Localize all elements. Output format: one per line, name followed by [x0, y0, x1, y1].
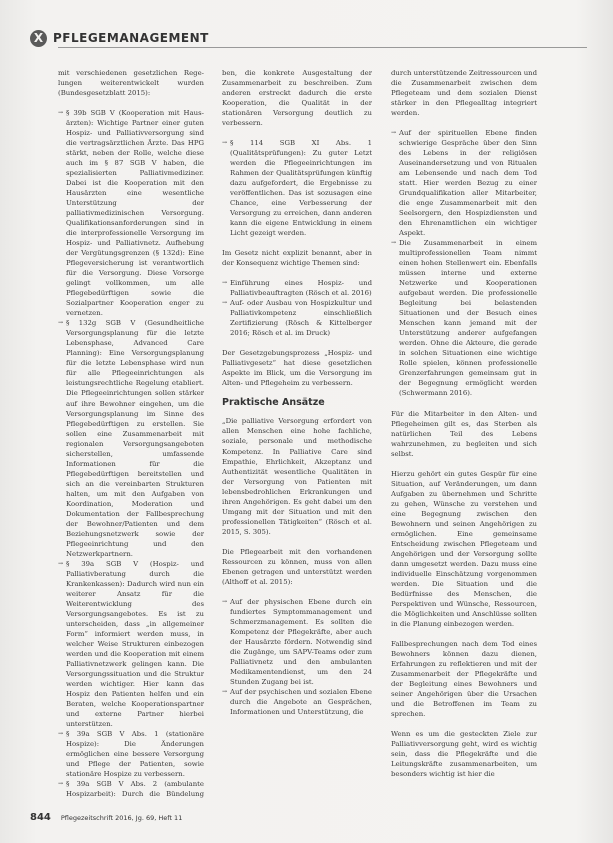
paragraph: Der Gesetzgebungsprozess „Hospiz- und Palliativgesetz“ hat diese gesetzlichen Aspekte im Blick, um die Versorgung im Alten- und Pflegeheim zu verbessern.	[222, 349, 372, 388]
paragraph: durch unterstützende Zeitressourcen und die Zusammenarbeit zwischen dem Pflegeteam und dem sozialen Dienst stärker in den Pflegealltag integriert werden.	[391, 69, 537, 118]
paragraph: mit verschiedenen gesetzlichen Regelungen weiterentwickelt wurden (Bundesgesetzblatt 2015):	[58, 69, 204, 98]
paragraph: Für die Mitarbeiter in den Alten- und Pflegeheimen gilt es, das Sterben als natürlichen Teil des Lebens wahrzunehmen, zu begleiten und sich selbst.	[391, 409, 537, 458]
header-divider	[58, 47, 587, 48]
paragraph: Im Gesetz nicht explizit benannt, aber in der Konsequenz wichtige Themen sind:	[222, 249, 372, 268]
bullet-list	[222, 138, 372, 238]
bullet-item: → § 39b SGB V (Kooperation mit Hausärzten): Wichtige Partner einer guten Hospiz- und Palliativversorgung sind die vertragsärztlichen Ärzte. Das HPG stärkt, neben der Rolle, welche diese auch im § 87 SGB V haben, die spezialisierten Palliativmediziner. Dabei ist die Kooperation mit den Hausärzten eine wesentliche Unterstützung der palliativmedizinischen Versorgung. Qualifikationsanforderungen sind in die interprofessionelle Versorgung im Hospiz- und Palliativnetz. Aufhebung der Vergütungsgrenzen (§ 132d): Eine Pflegeversicherung ist verantwortlich für die Versorgung. Diese Vorsorge gelingt vollkommen, um alle Pflegebedürftigen sowie die Sozialpartner Kooperation enger zu vernetzen.	[58, 108, 204, 318]
text-column-3	[391, 68, 537, 798]
bullet-list	[222, 597, 372, 717]
bullet-item: → Auf der physischen Ebene durch ein fundiertes Symptommanagement und Schmerzmanagement. Es sollten die Kompetenz der Pflegekräfte, aber auch der Hausärzte fördern. Notwendig sind die Zugänge, um SAPV-Teams oder zum Palliativnetz und den ambulanten Medikamentendienst, um den 24 Stunden Zugang bei ist.	[222, 597, 372, 687]
journal-citation: Pflegezeitschrift 2016, Jg. 69, Heft 11	[60, 814, 183, 822]
bullet-item: → § 39a SGB V Abs. 2 (ambulante Hospizarbeit): Durch die Bündelung	[58, 779, 204, 798]
x-icon: X	[30, 30, 47, 47]
paragraph: Die Pflegearbeit mit den vorhandenen Ressourcen zu können, muss von allen Ebenen getragen und unterstützt werden (Althoff et al. 2015):	[222, 547, 372, 586]
paragraph: Wenn es um die gesteckten Ziele zur Palliativversorgung geht, wird es wichtig sein, dass die Pflegekräfte und die Leitungskräfte zusammenarbeiten, um besonders wichtig ist hier die	[391, 729, 537, 779]
paragraph: Hierzu gehört ein gutes Gespür für eine Situation, auf Veränderungen, um dann Aufgaben zu übernehmen und Schritte zu gehen, Wünsche zu verstehen und eine Begegnung zwischen den Bewohnern und seinen Angehörigen zu ermöglichen. Eine gemeinsame Entscheidung zwischen Pflegeteam und Angehörigen und der Versorgung sollte dann umgesetzt werden. Dazu muss eine individuelle Einschätzung vorgenommen werden. Die Situation und die Bedürfnisse des Menschen, die Perspektiven und Wünsche, Ressourcen, die Möglichkeiten und Anschlüsse sollten in die Planung einbezogen werden.	[391, 469, 537, 628]
paragraph: ben, die konkrete Ausgestaltung der Zusammenarbeit zu beschreiben. Zum anderen erstreckt dadurch die erste Kooperation, die Qualität in der stationären Versorgung deutlich zu verbessern.	[222, 69, 372, 128]
page-footer	[30, 812, 182, 823]
bullet-item: → § 39a SGB V Abs. 1 (stationäre Hospize): Die Änderungen ermöglichen eine bessere Versorgung und Pflege der Patienten, sowie stationäre Hospize zu verbessern.	[58, 729, 204, 779]
section-title: PFLEGEMANAGEMENT	[53, 31, 209, 45]
bullet-list	[222, 278, 372, 338]
page-number: 844	[30, 812, 51, 823]
bullet-item: → § 132g SGB V (Gesundheitliche Versorgungsplanung für die letzte Lebensphase, Advanced Care Planning): Eine Versorgungsplanung für die letzte Lebensphase wird nun für alle Pflegeeinrichtungen als leistungsrechtliche Regelung etabliert. Die Pflegeeinrichtungen sollen stärker auf ihre Bewohner eingehen, um die Versorgungsplanung im Sinne des Pflegebedürftigen zu erstellen. Sie sollen eine Zusammenarbeit mit regionalen Versorgungsangeboten sicherstellen, umfassende Informationen für die Pflegebedürftigen bereitstellen und sich an die vereinbarten Strukturen halten, um mit den Aufgaben von Koordination, Moderation und Dokumentation der Fallbesprechung der Bewohner/Patienten und dem Beziehungsnetzwerk sowie der Pflegeeinrichtung und den Netzwerkpartnern.	[58, 318, 204, 558]
bullet-item: → § 39a SGB V (Hospiz- und Palliativberatung durch die Krankenkassen): Dadurch wird nun ein weiterer Ansatz für die Weiterentwicklung des Versorgungsangebotes. Es ist zu unterscheiden, dass „in allgemeiner Form“ informiert werden muss, in welcher Weise Strukturen einbezogen werden und die Kooperation mit einem Palliativnetzwerk gelingen kann. Die Versorgungssituation und die Struktur werden wichtiger. Hier kann das Hospiz den Patienten helfen und ein Beraten, welche Kooperationspartner und externe Partner hierbei unterstützen.	[58, 559, 204, 729]
paragraph: Fallbesprechungen nach dem Tod eines Bewohners können dazu dienen, Erfahrungen zu reflektieren und mit der Zusammenarbeit der Pflegekräfte und der Begleitung eines Bewohners und seiner Angehörigen über die Ursachen und die Betroffenen im Team zu sprechen.	[391, 639, 537, 718]
bullet-item: → Die Zusammenarbeit in einem multiprofessionellen Team nimmt einen hohen Stellenwert ein. Ebenfalls müssen interne und externe Netzwerke und Kooperationen aufgebaut werden. Die professionelle Begleitung bei belastenden Situationen und der Besuch eines Menschen kann jemand mit der Unterstützung anderer aufgefangen werden. Ohne die Akteure, die gerade in solchen Situationen eine wichtige Rolle spielen, können professionelle Grenzerfahrungen gemeinsam gut in der Begegnung ermöglicht werden (Schwermann 2016).	[391, 238, 537, 398]
bullet-list	[391, 128, 537, 398]
bullet-item: → § 114 SGB XI Abs. 1 (Qualitätsprüfungen): Zu guter Letzt werden die Pflegeeinrichtungen im Rahmen der Qualitätsprüfungen künftig dazu aufgefordert, die Ergebnisse zu veröffentlichen. Das ist sozusagen eine Chance, eine Verbesserung der Versorgung zu erreichen, dann anderen kann die eigene Entwicklung in einem Licht gezeigt werden.	[222, 138, 372, 238]
bullet-item: → Auf- oder Ausbau von Hospizkultur und Palliativkompetenz einschließlich Zertifizierung (Rösch & Kittelberger 2016; Rösch et al. im Druck)	[222, 298, 372, 338]
text-column-2	[222, 68, 372, 798]
bullet-list	[58, 108, 204, 798]
page-header	[30, 28, 209, 48]
bullet-item: → Auf der psychischen und sozialen Ebene durch die Angebote an Gesprächen, Informationen und Unterstützung, die	[222, 687, 372, 717]
bullet-item: → Einführung eines Hospiz- und Palliativbeauftragten (Rösch et al. 2016)	[222, 278, 372, 298]
section-heading: Praktische Ansätze	[222, 397, 325, 409]
text-column-1	[58, 68, 204, 798]
paragraph: „Die palliative Versorgung erfordert von allen Menschen eine hohe fachliche, soziale, personale und methodische Kompetenz. In Palliative Care sind Empathie, Ehrlichkeit, Akzeptanz und Authentizität wesentliche Qualitäten in der Versorgung von Patienten mit lebensbedrohlichen Erkrankungen und ihren Angehörigen. Es geht dabei um den Umgang mit der Situation und mit den professionellen Tätigkeiten“ (Rösch et al. 2015, S. 305).	[222, 417, 372, 536]
bullet-item: → Auf der spirituellen Ebene finden schwierige Gespräche über den Sinn des Lebens in der religiösen Auseinandersetzung und von Ritualen am Lebensende und nach dem Tod statt. Hier werden Bezug zu einer Grundqualifikation aller Mitarbeiter, die enge Zusammenarbeit mit den Seelsorgern, den Hospizdiensten und den Ehrenamtlichen ein wichtiger Aspekt.	[391, 128, 537, 238]
